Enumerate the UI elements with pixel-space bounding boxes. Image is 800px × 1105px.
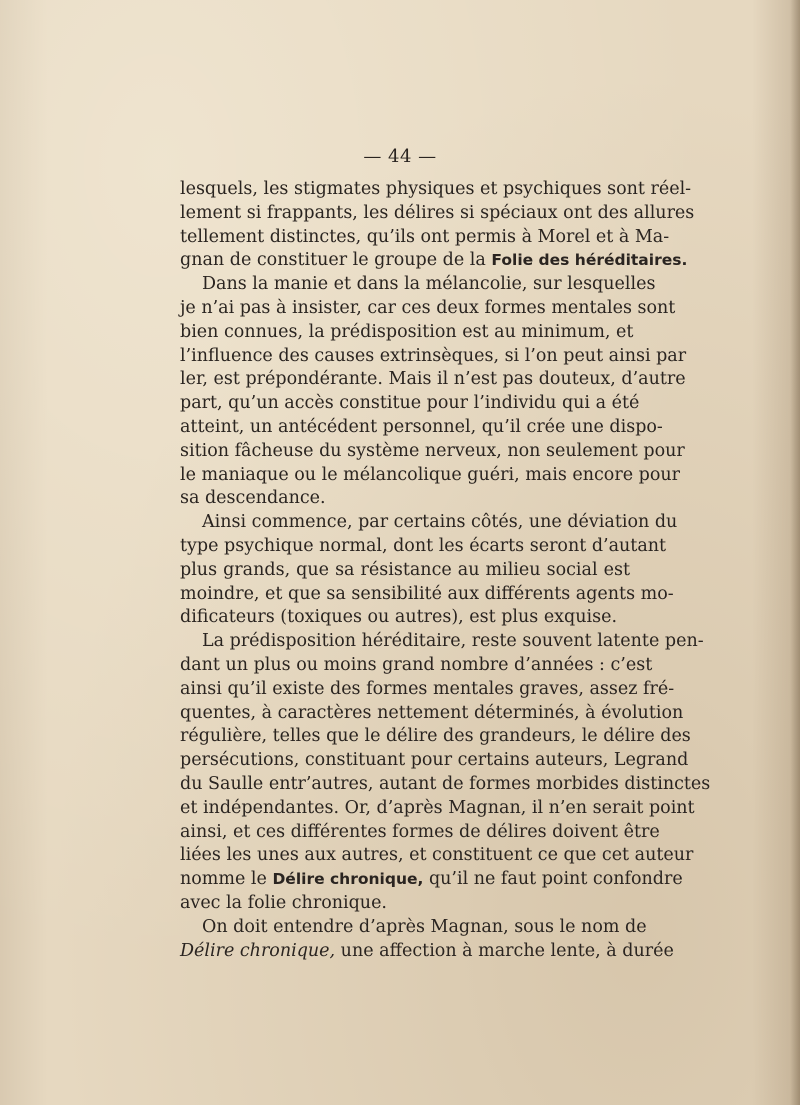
text-line: tellement distinctes, qu’ils ont permis à Morel et à Ma- <box>180 226 670 247</box>
text-line: lement si frappants, les délires si spéciaux ont des allures <box>180 202 695 223</box>
text-line: lesquels, les stigmates physiques et psychiques sont réel- <box>180 179 692 199</box>
text-run: gnan de constituer le groupe de la <box>180 250 492 271</box>
text-line: ainsi, et ces différentes formes de délires doivent être <box>180 821 660 842</box>
text-line: type psychique normal, dont les écarts seront d’autant <box>180 535 667 556</box>
emphasis-delire-chronique: Délire chronique, <box>272 870 424 889</box>
text-line: sition fâcheuse du système nerveux, non seulement pour <box>180 440 685 461</box>
emphasis-folie-des-hereditaires: Folie des héréditaires. <box>491 251 688 270</box>
text-line: ler, est prépondérante. Mais il n’est pas douteux, d’autre <box>180 369 686 390</box>
text-run: nomme le <box>180 869 273 890</box>
paragraph-start-line: La prédisposition héréditaire, reste souvent latente pen- <box>202 631 704 652</box>
italic-delire-chronique: Délire chronique, <box>180 940 336 961</box>
text-run: une affection à marche lente, à durée <box>335 940 674 961</box>
body-text <box>180 178 711 963</box>
text-line: sa descendance. <box>180 488 326 509</box>
text-line: plus grands, que sa résistance au milieu social est <box>180 559 630 580</box>
page-number: — 44 — <box>363 146 437 167</box>
text-line: avec la folie chronique. <box>180 892 387 913</box>
text-line: je n’ai pas à insister, car ces deux formes mentales sont <box>180 297 676 318</box>
text-line: quentes, à caractères nettement déterminés, à évolution <box>180 702 684 723</box>
text-line: part, qu’un accès constitue pour l’individu qui a été <box>180 393 640 414</box>
text-line: liées les unes aux autres, et constituent ce que cet auteur <box>180 845 694 866</box>
text-line <box>180 940 674 964</box>
text-line: et indépendantes. Or, d’après Magnan, il n’en serait point <box>180 797 695 818</box>
text-line: le maniaque ou le mélancolique guéri, mais encore pour <box>180 464 681 485</box>
paragraph-start-line: Dans la manie et dans la mélancolie, sur lesquelles <box>202 274 656 295</box>
text-line <box>180 868 683 892</box>
text-line: atteint, un antécédent personnel, qu’il crée une dispo- <box>180 416 663 437</box>
paragraph-start-line: Ainsi commence, par certains côtés, une déviation du <box>202 512 678 533</box>
text-line: bien connues, la prédisposition est au minimum, et <box>180 321 634 342</box>
text-run: qu’il ne faut point confondre <box>423 869 683 890</box>
text-line: du Saulle entr’autres, autant de formes morbides distinctes <box>180 773 711 794</box>
text-line <box>180 249 688 273</box>
paragraph-start-line: On doit entendre d’après Magnan, sous le nom de <box>202 916 647 937</box>
text-line: ainsi qu’il existe des formes mentales graves, assez fré- <box>180 678 675 699</box>
text-line: l’influence des causes extrinsèques, si l’on peut ainsi par <box>180 345 687 366</box>
text-line: moindre, et que sa sensibilité aux différents agents mo- <box>180 583 674 604</box>
text-line: régulière, telles que le délire des grandeurs, le délire des <box>180 726 691 747</box>
text-line: dant un plus ou moins grand nombre d’années : c’est <box>180 654 653 675</box>
text-line: dificateurs (toxiques ou autres), est plus exquise. <box>180 607 618 628</box>
text-line: persécutions, constituant pour certains auteurs, Legrand <box>180 750 689 771</box>
